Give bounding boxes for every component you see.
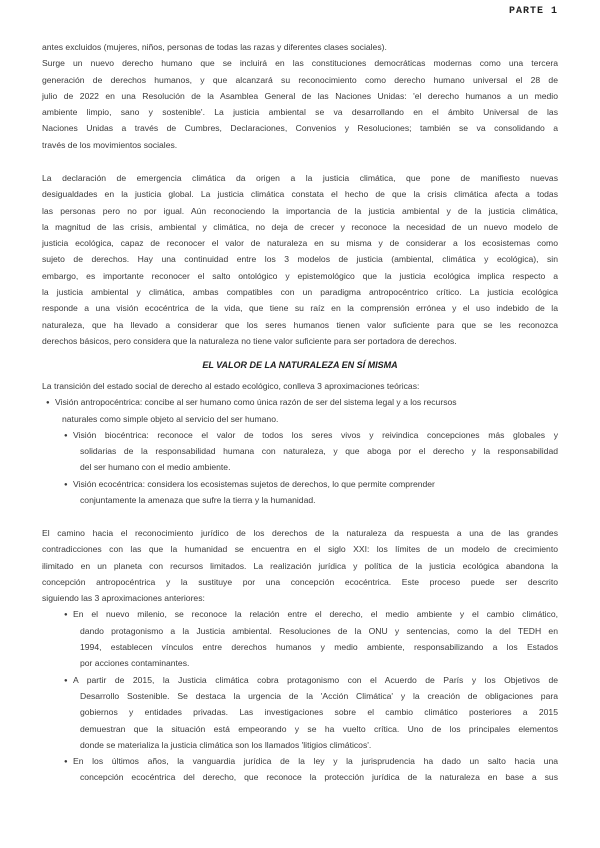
text-line: El camino hacia el reconocimiento jurídico de los derechos de la naturaleza da respuesta a una de las grandes [42, 528, 558, 538]
text-line: julio de 2022 en una Resolución de la Asamblea General de las Naciones Unidas: 'el derecho humanos a un medio [42, 90, 558, 101]
list-item-text: Visión biocéntrica: reconoce el valor de todos los seres vivos y reivindica concepciones más globales y [73, 429, 558, 440]
text-line: naturaleza, que ha llevado a considerar que los seres humanos tienen valor suficiente para que se les reconozca [42, 319, 558, 330]
list-item-text: Visión antropocéntrica: concibe al ser humano como única razón de ser del sistema legal y a los recursos [55, 397, 457, 408]
bullet-icon: ● [64, 612, 68, 619]
text-line: sujeto de derechos. Hay una continuidad entre los 3 modelos de justicia (ambiental, climática y ecológica), sin [42, 254, 558, 265]
text-line: antes excluidos (mujeres, niños, personas de todas las razas y diferentes clases sociales). [42, 42, 387, 52]
text-line: gobiernos y entidades privadas. Las investigaciones sobre el cambio climático posteriores a 2015 [80, 707, 558, 718]
list-item-text: A partir de 2015, la Justicia climática cobra protagonismo con el Acuerdo de París y los Objetivos de [73, 674, 558, 685]
text-line: siguiendo las 3 aproximaciones anteriores: [42, 593, 205, 604]
paragraph-climate-justice [42, 170, 558, 349]
text-line: conjuntamente la amenaza que sufre la tierra y la humanidad. [80, 495, 316, 506]
text-line: Desarrollo Sostenible. Se destaca la urgencia de la 'Acción Climática' y la creación de obligaciones para [80, 690, 558, 701]
list-item [42, 753, 558, 769]
list-item-text: Visión ecocéntrica: considera los ecosistemas sujetos de derechos, lo que permite comprender [73, 478, 435, 489]
text-line: las personas pero no por igual. Aún reconociendo la importancia de la justicia ambiental y de la justicia climática, [42, 205, 558, 216]
text-line: demuestran que la situación está empeorando y se ha vuelto crítica. Uno de los principales elementos [80, 723, 558, 734]
list-item-text: En el nuevo milenio, se reconoce la relación entre el derecho, el medio ambiente y el cambio climático, [73, 609, 558, 620]
text-line: donde se materializa la justicia climática son los llamados 'litigios climáticos'. [80, 739, 372, 750]
text-line: naturales como simple objeto al servicio del ser humano. [62, 413, 279, 424]
text-line: ilimitado en un planeta con recursos limitados. La realización jurídica y política de la justicia ecológica abandona la [42, 560, 558, 571]
list-item-text: En los últimos años, la vanguardia jurídica de la ley y la jurisprudencia ha dado un salto hacia una [73, 756, 558, 767]
text-line: del ser humano con el medio ambiente. [80, 462, 231, 473]
bullet-icon: ● [64, 432, 68, 439]
text-line: desigualdades en la justicia global. La justicia climática constata el hecho de que la crisis climática afecta a todas [42, 189, 558, 200]
text-line: embargo, es importante reconocer el salto ontológico y epistemológico que la justicia ecológica implica respecto a [42, 270, 558, 281]
approaches-section [42, 378, 558, 508]
paragraph-legal-path [42, 525, 558, 786]
text-line: responde a una visión ecocéntrica de la vida, que tiene su raíz en la comprensión errónea y el uso indebido de la [42, 303, 558, 314]
text-line: 1994, establecen vínculos entre derechos humanos y medio ambiente, responsabilizando a los Estados [80, 642, 558, 653]
section-title: EL VALOR DE LA NATURALEZA EN SÍ MISMA [202, 360, 398, 370]
text-line: generación de derechos humanos, y que alcanzará su reconocimiento como derecho humano universal el 28 de [42, 74, 558, 85]
text-line: derechos básicos, pero considera que la naturaleza no tiene valor suficiente para ser portadora de derechos. [42, 335, 457, 346]
text-line: Naciones Unidas a través de Cumbres, Declaraciones, Convenios y Resoluciones; también se va consolidando a [42, 123, 558, 134]
list-item [42, 427, 558, 443]
text-line: la magnitud de las crisis, ambiental y climática, no deja de crecer y reconoce la necesidad de un nuevo modelo de [42, 221, 558, 232]
text-line: por acciones contaminantes. [80, 658, 190, 669]
bullet-icon: ● [64, 759, 68, 766]
bullet-icon: ● [46, 400, 50, 407]
page-header-part: PARTE 1 [508, 6, 558, 17]
paragraph-rights [42, 39, 558, 153]
text-line: través de los movimientos sociales. [42, 139, 178, 150]
text-line: solidarias de la responsabilidad humana con naturaleza, y que aboga por el derecho y la responsabilidad [80, 446, 558, 457]
bullet-icon: ● [64, 677, 68, 684]
text-line: dando protagonismo a la Justicia ambiental. Resoluciones de la ONU y sentencias, como la del TEDH en [80, 625, 558, 636]
text-line: Surge un nuevo derecho humano que se incluirá en las constituciones democráticas modernas como una tercera [42, 58, 558, 69]
text-line: ambiente limpio, sano y sostenible'. La justicia ambiental se va desarrollando en el ámbito Universal de las [42, 107, 558, 118]
intro-line: La transición del estado social de derecho al estado ecológico, conlleva 3 aproximaciones teóricas: [42, 381, 420, 391]
text-line: concepción ecocéntrica del derecho, que reconoce la protección jurídica de la naturaleza en base a sus [80, 772, 558, 783]
text-line: la justicia ambiental y climática, ambas compatibles con un paradigma antropocéntrico crítico. La justicia ecológica [42, 287, 558, 298]
text-line: concepción antropocéntrica y la sustituye por una concepción ecocéntrica. Este proceso puede ser descrito [42, 576, 558, 587]
text-line: justicia ecológica, capaz de reconocer el valor de naturaleza en su misma y de considerar a los ecosistemas como [42, 238, 558, 249]
list-item [42, 476, 558, 492]
text-line: La declaración de emergencia climática da origen a la justicia climática, que pone de manifiesto nuevas [42, 173, 558, 183]
list-item [42, 606, 558, 622]
list-item [42, 672, 558, 688]
text-line: contradicciones con las que la humanidad se encuentra en el siglo XXI: los límites de un modelo de crecimiento [42, 544, 558, 555]
bullet-icon: ● [64, 481, 68, 488]
list-item [42, 394, 558, 410]
